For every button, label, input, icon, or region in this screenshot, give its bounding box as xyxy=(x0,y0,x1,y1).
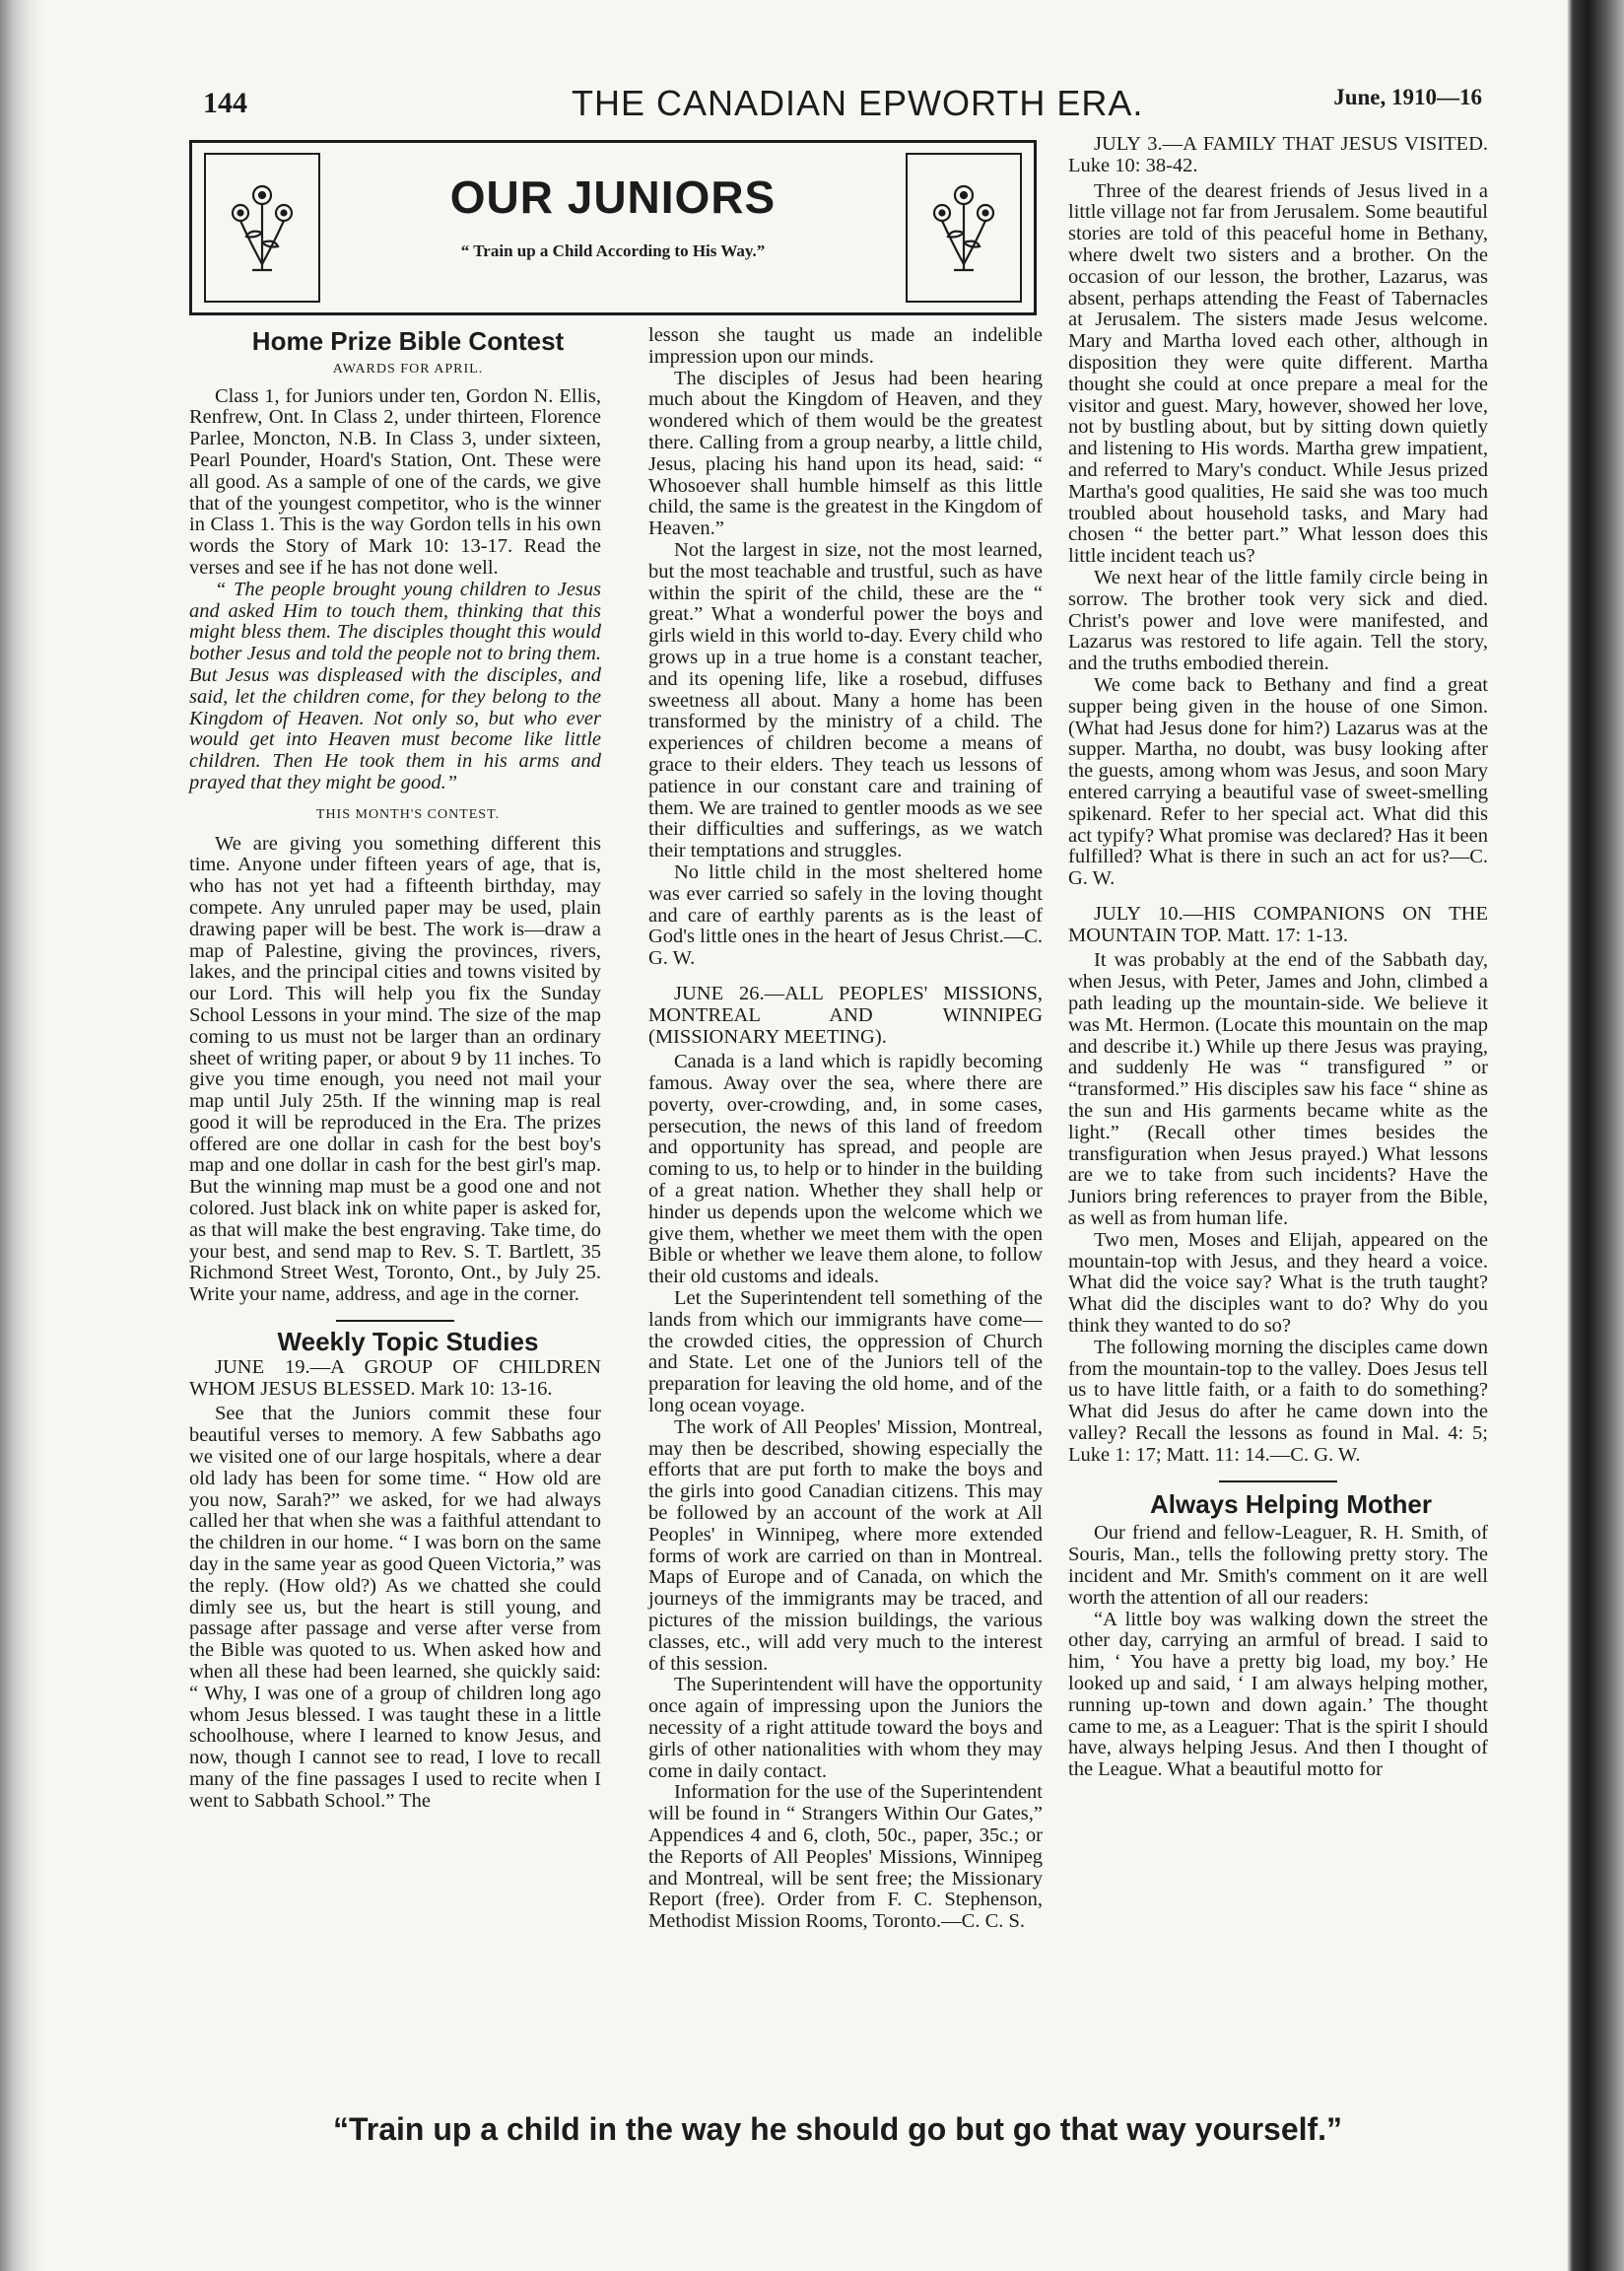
awards-label: AWARDS FOR APRIL. xyxy=(332,361,484,377)
journal-title: THE CANADIAN EPWORTH ERA. xyxy=(572,83,1144,123)
gordon-story: “ The people brought young children to Jesus and asked Him to touch them, thinking that this might bless them. The disciples thought this would bother Jesus and told the people not to bring them. But Jesus was displeased with the disciples, and said, let the children come, for they belong to the Kingdom of Heaven. Not only so, but who ever would get into Heaven must become like little children. Then He took them in his arms and prayed that they might be good.” xyxy=(189,578,601,793)
column-2 xyxy=(648,325,1043,1933)
column-1 xyxy=(189,326,601,1813)
section-heading-home-prize: Home Prize Bible Contest xyxy=(251,326,565,356)
col2-paragraph-4: No little child in the most sheltered home was ever carried so safely in the loving thought and care of earthly parents as is the least of God's little ones in the heart of Jesus Christ.—C. G. W. xyxy=(648,860,1043,970)
section-heading-always-helping: Always Helping Mother xyxy=(1149,1488,1433,1519)
col3-paragraph-6: The following morning the disciples came down from the mountain-top to the valley. Does Jesus tell us to have little faith, or a faith to do something? What did Jesus do after he came down into the valley? Recall the lessons as found in Mal. 4: 5; Luke 1: 17; Matt. 11: 14.—C. G. W. xyxy=(1068,1336,1488,1466)
flower-bouquet-icon xyxy=(906,153,1022,303)
col2-paragraph-5: Canada is a land which is rapidly becoming famous. Away over the sea, where there are poverty, over-crowding, and, in some cases, persecution, the news of this land of freedom and opportunity has spread, and people are coming to us, to help or to hinder in the building of a great nation. Whether they shall help or hinder us depends upon the welcome which we give them, whether we meet them with the open Bible or whether we leave them alone, to follow their old customs and ideals. xyxy=(648,1051,1043,1288)
section-heading-weekly-topics: Weekly Topic Studies xyxy=(277,1327,539,1357)
issue-date: June, 1910—16 xyxy=(1333,85,1482,109)
col2-paragraph-3: Not the largest in size, not the most learned, but the most teachable and trustful, such as have within the spirit of the child, these are the “ great.” What a wonderful power the boys and girls wield in this world to-day. Every child who grows up in a true home is a constant teacher, and its opening life, like a rosebud, diffuses sweetness all about. Many a home has been transformed by the ministry of a child. The experiences of children become a means of grace to their elders. They teach us lessons of patience in our constant care and training of them. We are trained to gentler moods as we see their difficulties and sufferings, as we watch their temptations and struggles. xyxy=(648,538,1043,862)
column-3 xyxy=(1068,134,1488,1781)
our-juniors-banner xyxy=(189,140,1037,315)
page-number: 144 xyxy=(203,87,247,119)
col2-paragraph-2: The disciples of Jesus had been hearing much about the Kingdom of Heaven, and they wondered which of them would be the greatest there. Calling from a group nearby, a little child, Jesus, placing his hand upon its head, said: “ Whosoever shall humble himself as this little child, the same is the greatest in the Kingdom of Heaven.” xyxy=(648,367,1043,540)
flower-bouquet-icon xyxy=(204,153,320,303)
page-header xyxy=(197,83,1482,132)
awards-paragraph: Class 1, for Juniors under ten, Gordon N. Ellis, Renfrew, Ont. In Class 2, under thirteen, Florence Parlee, Moncton, N.B. In Class 3, under sixteen, Pearl Pounder, Hoard's Station, Ont. These were all good. As a sample of one of the cards, we give that of the youngest competitor, who is the winner in Class 1. This is the way Gordon tells in his own words the Story of Mark 10: 13-17. Read the verses and see if he has not done well. xyxy=(189,384,601,579)
col3-paragraph-8: “A little boy was walking down the street the other day, carrying an armful of bread. I said to him, ‘ You have a pretty big load, my boy.’ He looked up and said, ‘ I am always helping mother, running up-town and down again.’ The thought came to me, as a Leaguer: That is the spirit I should have, always helping Jesus. And then I thought of the League. What a beautiful motto for xyxy=(1068,1608,1488,1781)
footer-motto: “Train up a child in the way he should go but go that way yourself.” xyxy=(332,2111,1343,2147)
col2-paragraph-7: The work of All Peoples' Mission, Montreal, may then be described, showing especially the efforts that are put forth to make the boys and the girls into good Canadian citizens. This may be followed by an account of the work at All Peoples' in Winnipeg, where more extended forms of work are carried on than in Montreal. Maps of Europe and of Canada, on which the journeys of the immigrants may be traced, and pictures of the mission buildings, the various classes, etc., will add very much to the interest of this session. xyxy=(648,1415,1043,1675)
col3-paragraph-3: We come back to Bethany and find a great supper being given in the house of one Simon. (What had Jesus done for him?) Lazarus was at the supper. Martha, no doubt, was busy looking after the guests, among whom was Jesus, and soon Mary entered carrying a beautiful vase of sweet-smelling spikenard. Refer to her special act. What did this act typify? What promise was declared? Has it been fulfilled? What is there in such an act for us?—C. G. W. xyxy=(1068,673,1488,890)
book-binding-right xyxy=(1567,0,1624,2271)
topic-title-july-10: JULY 10.—HIS COMPANIONS ON THE MOUNTAIN TOP. Matt. 17: 1-13. xyxy=(1068,902,1488,946)
topic-title-june-26: JUNE 26.—ALL PEOPLES' MISSIONS, MONTREAL AND WINNIPEG (MISSIONARY MEETING). xyxy=(648,982,1043,1048)
col3-paragraph-7: Our friend and fellow-Leaguer, R. H. Smith, of Souris, Man., tells the following pretty story. The incident and Mr. Smith's comment on it are well worth the attention of all our readers: xyxy=(1068,1522,1488,1609)
section-divider xyxy=(1219,1480,1337,1482)
contest-paragraph: We are giving you something different this time. Anyone under fifteen years of age, that is, who has not yet had a fifteenth birthday, may compete. Any unruled paper may be used, plain drawing paper will be best. The work is—draw a map of Palestine, giving the provinces, rivers, lakes, and the principal cities and towns visited by our Lord. This will help you fix the Sunday School Lessons in your mind. The size of the map coming to us must not be larger than an ordinary sheet of writing paper, or about 9 by 11 inches. To give you time enough, you need not mail your map until July 25th. If the winning map is real good it will be reproduced in the Era. The prizes offered are one dollar in cash for the best boy's map and one dollar in cash for the best girl's map. But the winning map must be a good one and not colored. Just black ink on white paper is asked for, as that will make the best engraving. Take time, do your best, and send map to Rev. S. T. Bartlett, 35 Richmond Street West, Toronto, Ont., by July 25. Write your name, address, and age in the corner. xyxy=(189,832,601,1306)
col3-paragraph-4: It was probably at the end of the Sabbath day, when Jesus, with Peter, James and John, climbed a path leading up the mountain-side. We believe it was Mt. Hermon. (Locate this mountain on the map and describe it.) While up there Jesus was praying, and suddenly He was “ transfigured ” or “transformed.” His disciples saw his face “ shine as the sun and His garments became white as the light.” (Recall other times besides the transfiguration when Jesus prayed.) What lessons are we to take from such incidents? Have the Juniors bring references to prayer from the Bible, as well as from human life. xyxy=(1068,949,1488,1230)
topic-title-july-3: JULY 3.—A FAMILY THAT JESUS VISITED. Luke 10: 38-42. xyxy=(1068,133,1488,176)
col3-paragraph-5: Two men, Moses and Elijah, appeared on the mountain-top with Jesus, and they heard a voice. What did the voice say? What is the truth taught? What did the disciples want to do? Why do you think they wanted to do so? xyxy=(1068,1228,1488,1338)
col3-paragraph-1: Three of the dearest friends of Jesus lived in a little village not far from Jerusalem. Some beautiful stories are told of this peaceful home in Bethany, where dwelt two sisters and a brother. On the occasion of our lesson, the brother, Lazarus, was absent, perhaps attending the Feast of Tabernacles at Jerusalem. The sisters made Jesus welcome. Mary and Martha loved each other, although in disposition they were quite different. Martha thought she could at once prepare a meal for the visitor and guest. Mary, however, showed her love, not by bustling about, but by sitting down quietly and listening to His words. Martha grew impatient, and referred to Mary's conduct. While Jesus prized Martha's good qualities, He said she was too much troubled about household tasks, and Mary had chosen “ the better part.” What lesson does this little incident teach us? xyxy=(1068,179,1488,568)
col2-paragraph-9: Information for the use of the Superintendent will be found in “ Strangers Within Our Gates,” Appendices 4 and 6, cloth, 50c., paper, 35c.; or the Reports of All Peoples' Missions, Winnipeg and Montreal, will be sent free; the Missionary Report (free). Order from F. C. Stephenson, Methodist Mission Rooms, Toronto.—C. C. S. xyxy=(648,1781,1043,1933)
banner-title: OUR JUNIORS xyxy=(449,172,777,223)
banner-subtitle: “ Train up a Child According to His Way.” xyxy=(460,241,766,260)
contest-label: THIS MONTH'S CONTEST. xyxy=(315,806,501,822)
book-binding-left xyxy=(0,0,43,2271)
section-divider xyxy=(336,1320,454,1322)
col2-paragraph-6: Let the Superintendent tell something of the lands from which our immigrants have come—the crowded cities, the oppression of Church and State. Let one of the Juniors tell of the preparation for leaving the old home, and of the long ocean voyage. xyxy=(648,1287,1043,1417)
col2-paragraph-1: lesson she taught us made an indelible impression upon our minds. xyxy=(648,324,1043,368)
col2-paragraph-8: The Superintendent will have the opportunity once again of impressing upon the Juniors the necessity of a right attitude toward the boys and girls of other nationalities with whom they may come in daily contact. xyxy=(648,1674,1043,1782)
topic-title-june-19: JUNE 19.—A GROUP OF CHILDREN WHOM JESUS BLESSED. Mark 10: 13-16. xyxy=(189,1355,601,1400)
col3-paragraph-2: We next hear of the little family circle being in sorrow. The brother took very sick and died. Christ's power and love were manifested, and Lazarus was restored to life again. Tell the story, and the truths embodied therein. xyxy=(1068,566,1488,675)
june-19-paragraph: See that the Juniors commit these four beautiful verses to memory. A few Sabbaths ago we visited one of our large hospitals, where a dear old lady has been for some time. “ How old are you now, Sarah?” we asked, for we had always called her that when she was a faithful attendant to the children in our home. “ I was born on the same day in the same year as good Queen Victoria,” was the reply. (How old?) As we chatted she could dimly see us, but the heart is still young, and passage after passage and verse after verse from the Bible was quoted to us. When asked how and when all these had been learned, she quickly said: “ Why, I was one of a group of children long ago whom Jesus blessed. I was taught these in a little schoolhouse, where I learned to know Jesus, and now, though I cannot see to read, I love to recall many of the fine passages I used to recite when I went to Sabbath School.” The xyxy=(189,1403,601,1812)
